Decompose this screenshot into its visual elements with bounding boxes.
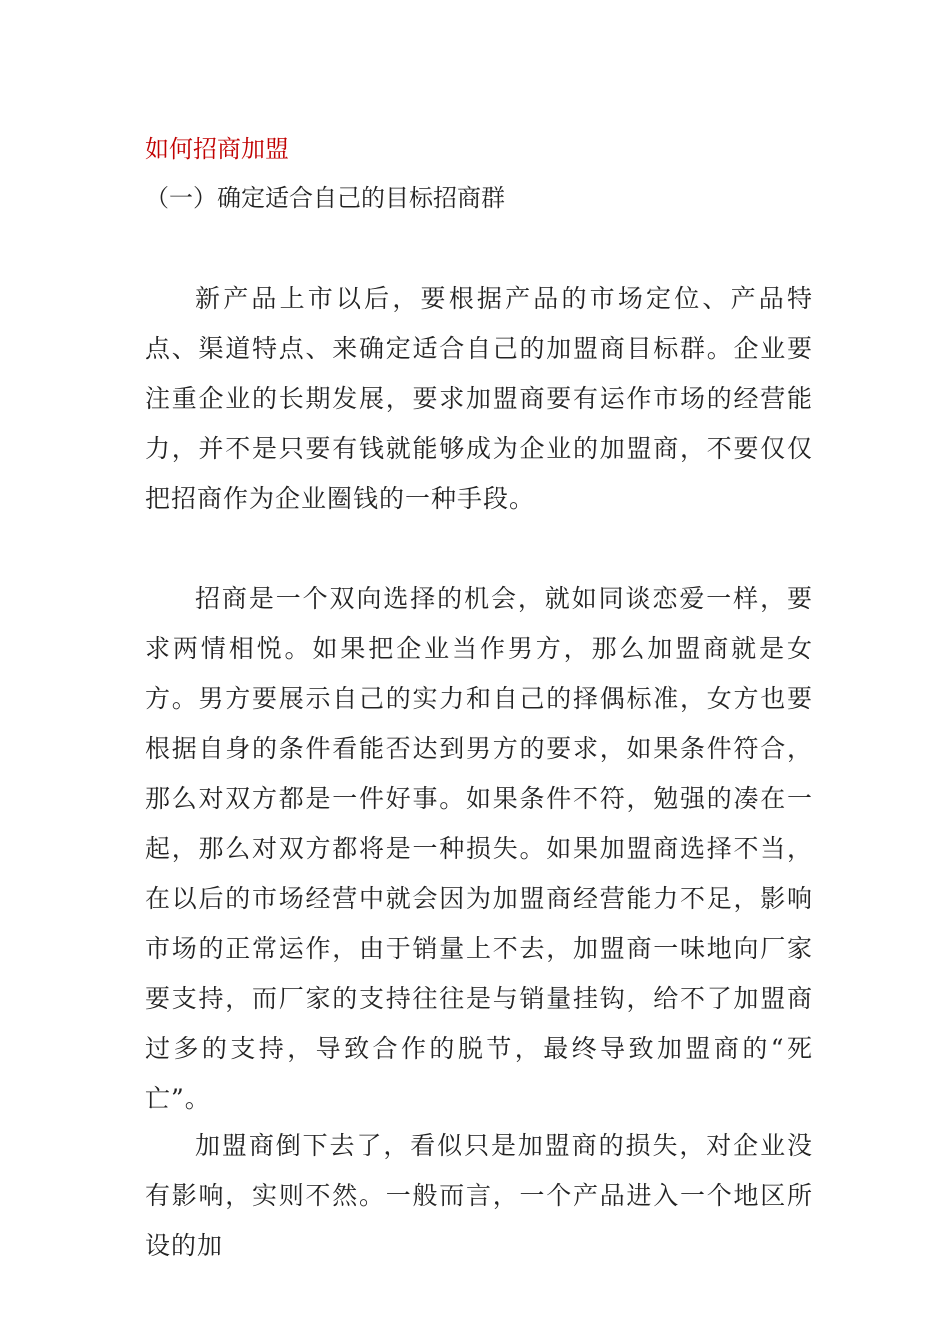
body-paragraph: 新产品上市以后，要根据产品的市场定位、产品特点、渠道特点、来确定适合自己的加盟商目标群。企业要注重企业的长期发展，要求加盟商要有运作市场的经营能力，并不是只要有钱就能够成为企业的加盟商，不要仅仅把招商作为企业圈钱的一种手段。	[145, 284, 813, 513]
section-heading: （一）确定适合自己的目标招商群	[145, 184, 505, 212]
document-title: 如何招商加盟	[145, 135, 289, 163]
body-paragraph: 招商是一个双向选择的机会，就如同谈恋爱一样，要求两情相悦。如果把企业当作男方，那么加盟商就是女方。男方要展示自己的实力和自己的择偶标准，女方也要根据自身的条件看能否达到男方的要求，如果条件符合，那么对双方都是一件好事。如果条件不符，勉强的凑在一起，那么对双方都将是一种损失。如果加盟商选择不当，在以后的市场经营中就会因为加盟商经营能力不足，影响市场的正常运作，由于销量上不去，加盟商一味地向厂家要支持，而厂家的支持往往是与销量挂钩，给不了加盟商过多的支持，导致合作的脱节，最终导致加盟商的“死亡”。	[145, 584, 813, 1113]
body-paragraph: 加盟商倒下去了，看似只是加盟商的损失，对企业没有影响，实则不然。一般而言，一个产品进入一个地区所设的加	[145, 1131, 813, 1260]
